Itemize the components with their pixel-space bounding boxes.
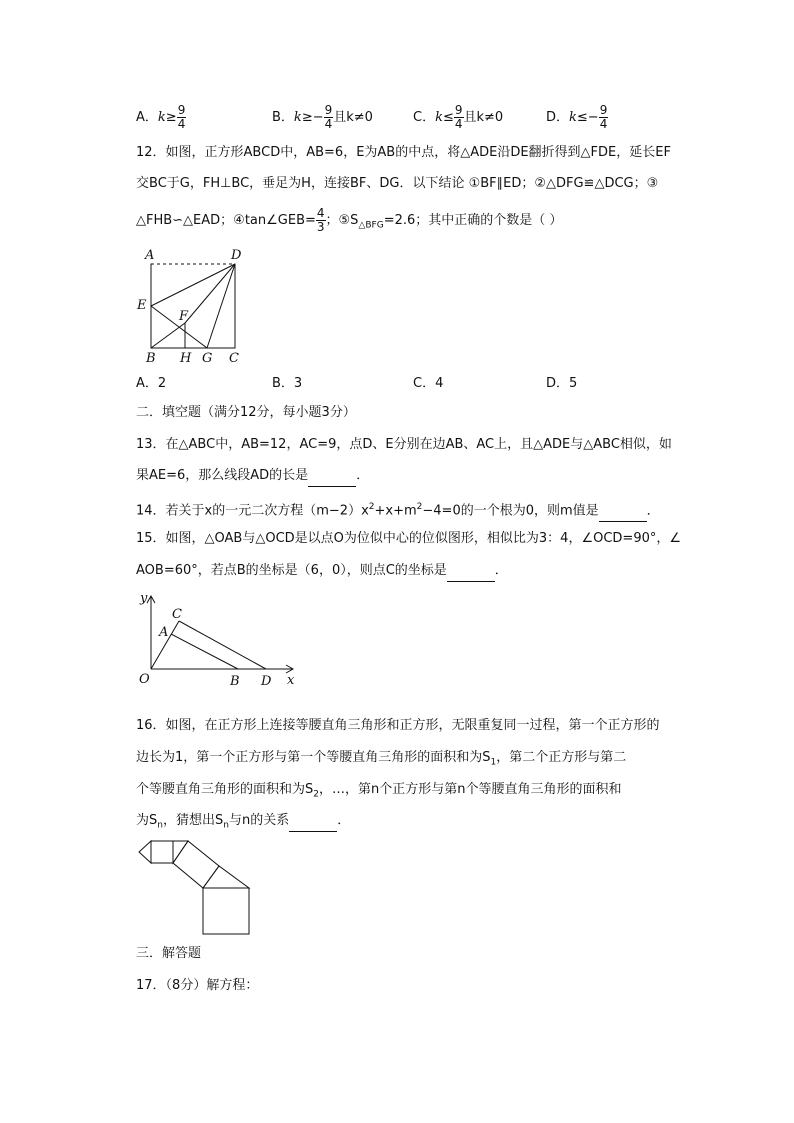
label-c: C — [229, 351, 239, 364]
q11-option-b: B．k≥− $\frac{9}{4}$ 且k≠0 — [272, 103, 373, 131]
triangle-1 — [139, 841, 151, 863]
q12-square-figure — [135, 244, 245, 364]
label-a: A — [159, 625, 169, 640]
label-g: G — [202, 351, 213, 364]
label-a: A — [145, 248, 155, 263]
q15-coordinate-figure — [135, 590, 305, 690]
q15-answer-blank — [447, 561, 495, 582]
q12-option-b: B．3 — [272, 376, 303, 391]
label-d: D — [231, 248, 242, 263]
q16-squares-figure — [135, 838, 265, 938]
section-2-heading: 二．填空题（满分12分，每小题3分） — [136, 405, 356, 420]
square-abcd — [151, 264, 235, 348]
square-1 — [151, 841, 173, 863]
segment-dg — [207, 264, 235, 348]
segment-ab — [171, 634, 238, 669]
label-d: D — [261, 674, 272, 689]
q15-line-1: 15．如图，△OAB与△OCD是以点O为位似中心的位似图形，相似比为3：4，∠OCD=90°，∠ — [136, 531, 682, 546]
q14-answer-blank — [599, 501, 647, 522]
segment-ed — [151, 264, 235, 306]
square-2 — [173, 841, 219, 888]
section-3-heading: 三．解答题 — [136, 946, 202, 961]
label-e: E — [137, 298, 147, 313]
label-h: H — [180, 351, 192, 364]
q16-line-2: 边长为1，第一个正方形与第一个等腰直角三角形的面积和为$S_1$，第二个正方形与第二 — [136, 750, 627, 768]
label-o: O — [139, 672, 150, 687]
q16-line-1: 16．如图，在正方形上连接等腰直角三角形和正方形，无限重复同一过程，第一个正方形的 — [136, 718, 660, 733]
q12-option-a: A．2 — [136, 376, 167, 391]
q17-line: 17．（8分）解方程： — [136, 978, 259, 993]
label-x: x — [287, 673, 295, 688]
square-3 — [203, 888, 249, 934]
segment-df — [185, 264, 235, 323]
label-c: C — [172, 607, 182, 622]
q12-line-3: △FHB∽△EAD；④tan∠GEB= $\frac{4}{3}$ ；$⑤S_{\triangle BFG}=2.6$；其中正确的个数是（ ） — [136, 206, 563, 234]
q12-line-1: 12．如图，正方形ABCD中，AB=6，E为AB的中点，将△ADE沿DE翻折得到△FDE，延长EF — [136, 145, 671, 160]
q13-answer-blank — [308, 466, 356, 487]
triangle-3 — [203, 866, 249, 888]
q13-line-2: 果AE=6，那么线段AD的长是 ． — [136, 466, 369, 487]
segment-bf — [151, 323, 185, 348]
q14-line: 14．若关于x的一元二次方程$(m-2)x^2+x+m^2-4=0$的一个根为0，则m值是 ． — [136, 497, 660, 522]
q16-line-4: 为$S_n$，猜想出$S_n$与n的关系 ． — [136, 813, 351, 831]
q12-option-c: C．4 — [413, 376, 444, 391]
q13-line-1: 13．在△ABC中，AB=12，AC=9，点D、E分别在边AB、AC上，且△ADE与△ABC相似，如 — [136, 437, 672, 452]
q16-answer-blank — [289, 811, 337, 832]
label-y: y — [140, 591, 148, 606]
label-b: B — [146, 351, 156, 364]
q15-line-2: AOB=60°，若点B的坐标是（6，0），则点C的坐标是 ． — [136, 561, 508, 582]
label-b: B — [230, 674, 240, 689]
q16-line-3: 个等腰直角三角形的面积和为$S_2$，…，第n个正方形与第n个等腰直角三角形的面积和 — [136, 782, 622, 800]
q11-option-c: C．k≤ $\frac{9}{4}$ 且k≠0 — [413, 103, 504, 131]
q12-option-d: D．5 — [546, 376, 578, 391]
q11-option-a: A．k≥ $\frac{9}{4}$ — [136, 103, 186, 131]
label-f: F — [179, 309, 189, 324]
q11-option-d: D．k≤− $\frac{9}{4}$ — [546, 103, 608, 131]
q12-line-2: 交BC于G，FH⊥BC，垂足为H，连接BF、DG．以下结论 ①BF∥ED；②△DFG≌△DCG；③ — [136, 176, 659, 191]
